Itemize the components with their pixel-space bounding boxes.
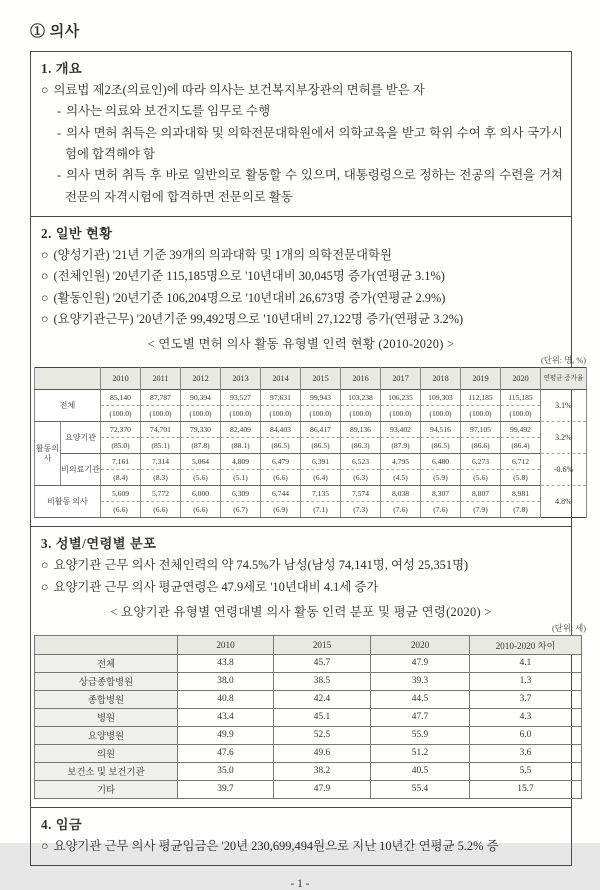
table2-value-cell: 49.9 <box>178 726 274 744</box>
table1-pct-cell: (5.6) <box>461 470 501 486</box>
table-row <box>35 780 582 798</box>
table2-value-cell: 43.4 <box>178 708 274 726</box>
table2-body <box>35 654 582 798</box>
table2-value-cell: 47.7 <box>371 708 470 726</box>
bullet-line <box>39 101 563 122</box>
page-title: ① 의사 <box>30 24 80 40</box>
table-row <box>35 762 582 780</box>
table1-pct-cell: (88.1) <box>221 438 261 454</box>
bullet-text: (양성기관) '21년 기준 39개의 의과대학 및 1개의 의학전문대학원 <box>53 247 392 262</box>
table1-pct-cell: (100.0) <box>301 406 341 422</box>
table1-value-cell: 99,943 <box>301 390 341 406</box>
table1-value-cell: 6,000 <box>181 486 221 502</box>
table1-value-cell: 90,394 <box>181 390 221 406</box>
table1-value-cell: 79,330 <box>181 422 221 438</box>
table2-row-label: 의원 <box>35 744 178 762</box>
table1-value-cell: 82,409 <box>221 422 261 438</box>
table1-value-cell: 115,185 <box>501 390 541 406</box>
yearly-license-doctor-table <box>34 367 587 518</box>
table2-corner-cell <box>35 635 178 654</box>
table1-unit-label: (단위: 명, %) <box>540 356 586 366</box>
table1-pct-cell: (5.9) <box>421 470 461 486</box>
table2-value-cell: 15.7 <box>470 780 582 798</box>
table1-pct-cell: (4.5) <box>381 470 421 486</box>
table1-year-header: 2016 <box>341 368 381 390</box>
table1-pct-cell: (100.0) <box>341 406 381 422</box>
section-general-body <box>39 245 563 330</box>
table1-pct-cell: (100.0) <box>221 406 261 422</box>
table2-unit-label: (단위: 세) <box>552 623 586 633</box>
table1-value-cell: 7,135 <box>301 486 341 502</box>
table2-row-label: 전체 <box>35 654 178 672</box>
age-by-institution-table <box>34 635 582 799</box>
page-number: - 1 - <box>290 878 310 890</box>
table2-row-label: 종합병원 <box>35 690 178 708</box>
table1-value-cell: 6,712 <box>501 454 541 470</box>
table-row <box>35 744 582 762</box>
table1-pct-cell: (7.6) <box>421 502 461 518</box>
table2-value-cell: 55.9 <box>371 726 470 744</box>
table-row <box>35 726 582 744</box>
table2-value-cell: 45.1 <box>274 708 371 726</box>
table1-value-cell: 112,185 <box>461 390 501 406</box>
dash-bullet: - <box>57 125 62 140</box>
section-general-status <box>31 216 586 526</box>
table1-value-cell: 8,807 <box>461 486 501 502</box>
section-gender-age <box>31 526 586 807</box>
table2-value-cell: 1.3 <box>470 672 582 690</box>
table1-growth-cell: 4.8% <box>541 486 587 518</box>
table1-pct-cell: (6.4) <box>301 470 341 486</box>
table1-value-cell: 106,235 <box>381 390 421 406</box>
table2-column-header: 2010 <box>178 635 274 654</box>
table1-pct-cell: (6.3) <box>341 470 381 486</box>
bullet-text: (요양기관근무) '20년기준 99,492명으로 '10년대비 27,122명 증가(연평균 3.2%) <box>53 311 464 326</box>
table1-pct-cell: (86.4) <box>501 438 541 454</box>
table2-value-cell: 40.8 <box>178 690 274 708</box>
table1-value-cell: 5,772 <box>141 486 181 502</box>
table2-value-cell: 55.4 <box>371 780 470 798</box>
table1-row-label: 비의료기관 <box>61 454 101 486</box>
table2-value-cell: 40.5 <box>371 762 470 780</box>
table1-value-cell: 8,981 <box>501 486 541 502</box>
section-wages-body <box>39 836 563 857</box>
table2-value-cell: 47.6 <box>178 744 274 762</box>
table1-value-cell: 74,701 <box>141 422 181 438</box>
table1-pct-cell: (7.3) <box>341 502 381 518</box>
table1-pct-cell: (100.0) <box>141 406 181 422</box>
table1-growth-cell: 3.1% <box>541 390 587 422</box>
table1-pct-cell: (86.5) <box>421 438 461 454</box>
table1-pct-cell: (7.8) <box>501 502 541 518</box>
section-wages <box>31 807 571 865</box>
bullet-line <box>39 836 563 857</box>
table1-pct-cell: (100.0) <box>261 406 301 422</box>
content-box <box>30 51 586 866</box>
bullet-line <box>39 165 563 208</box>
table1-pct-cell: (6.6) <box>181 502 221 518</box>
table1-value-cell: 94,516 <box>421 422 461 438</box>
table1-growth-cell: 3.2% <box>541 422 587 454</box>
table1-value-cell: 72,370 <box>101 422 141 438</box>
table1-year-header: 2014 <box>261 368 301 390</box>
table1-row-label: 전체 <box>35 390 101 422</box>
table1-value-cell: 7,314 <box>141 454 181 470</box>
table1-growth-header: 연평균 증가율 <box>541 368 587 390</box>
table1-value-cell: 86,417 <box>301 422 341 438</box>
table1-pct-cell: (7.1) <box>301 502 341 518</box>
bullet-text: 의료법 제2조(의료인)에 따라 의사는 보건복지부장관의 면허를 받은 자 <box>53 83 425 97</box>
table1-value-cell: 6,523 <box>341 454 381 470</box>
circle-bullet: ○ <box>41 558 49 573</box>
table1-value-cell: 7,574 <box>341 486 381 502</box>
table1-pct-cell: (6.9) <box>261 502 301 518</box>
table1-group-label: 활동의사 <box>35 422 61 486</box>
table1-value-cell: 99,492 <box>501 422 541 438</box>
table2-value-cell: 44.5 <box>371 690 470 708</box>
table1-value-cell: 5,609 <box>101 486 141 502</box>
bullet-text: 의사는 의료와 보건지도를 임무로 수행 <box>66 104 271 119</box>
table2-value-cell: 51.2 <box>371 744 470 762</box>
table2-column-header: 2010-2020 차이 <box>470 635 582 654</box>
table1-corner-cell <box>35 368 101 390</box>
table2-row-label: 요양병원 <box>35 726 178 744</box>
table1-value-cell: 97,631 <box>261 390 301 406</box>
table1-pct-cell: (5.8) <box>501 470 541 486</box>
table2-row-label: 기타 <box>35 780 178 798</box>
table-row <box>35 708 582 726</box>
table2-value-cell: 49.6 <box>274 744 371 762</box>
bullet-line <box>39 555 563 576</box>
table2-column-header: 2020 <box>371 635 470 654</box>
bullet-text: 요양기관 근무 의사 전체인력의 약 74.5%가 남성(남성 74,141명, 여성 25,351명) <box>53 558 469 573</box>
table1-value-cell: 87,787 <box>141 390 181 406</box>
table2-row-label: 보건소 및 보건기관 <box>35 762 178 780</box>
table2-value-cell: 35.0 <box>178 762 274 780</box>
table1-pct-cell: (85.0) <box>101 438 141 454</box>
bullet-line <box>39 577 563 598</box>
bullet-text: 의사 면허 취득 후 바로 일반의로 활동할 수 있으며, 대통령령으로 정하는 전공의 수련을 거쳐 전문의 자격시험에 합격하면 전문의로 활동 <box>65 168 563 204</box>
table2-value-cell: 3.7 <box>470 690 582 708</box>
table1-value-cell: 89,136 <box>341 422 381 438</box>
table1-caption: < 연도별 면허 의사 활동 유형별 인력 현황 (2010-2020) > <box>147 337 455 352</box>
table2-value-cell: 47.9 <box>274 780 371 798</box>
table1-year-header: 2011 <box>141 368 181 390</box>
bullet-line <box>39 309 563 330</box>
table1-value-cell: 103,238 <box>341 390 381 406</box>
table2-row-label: 병원 <box>35 708 178 726</box>
table1-pct-cell: (6.6) <box>101 502 141 518</box>
table2-caption: < 요양기관 유형별 연령대별 의사 활동 인력 분포 및 평균 연령(2020) > <box>110 604 492 619</box>
table2-value-cell: 43.8 <box>178 654 274 672</box>
table1-value-cell: 6,273 <box>461 454 501 470</box>
table2-value-cell: 3.6 <box>470 744 582 762</box>
table1-pct-cell: (100.0) <box>421 406 461 422</box>
table1-value-cell: 84,403 <box>261 422 301 438</box>
table2-head <box>35 635 582 654</box>
table2-value-cell: 5.5 <box>470 762 582 780</box>
table1-body <box>35 390 587 518</box>
bullet-text: 요양기관 근무 의사 평균연령은 47.9세로 '10년대비 4.1세 증가 <box>53 579 379 594</box>
section-overview-body <box>39 80 563 208</box>
table1-value-cell: 109,303 <box>421 390 461 406</box>
table1-pct-cell: (87.9) <box>381 438 421 454</box>
table2-value-cell: 52.5 <box>274 726 371 744</box>
table1-pct-cell: (87.8) <box>181 438 221 454</box>
table1-pct-cell: (5.1) <box>221 470 261 486</box>
table2-value-cell: 42.4 <box>274 690 371 708</box>
section-gender-age-heading: 3. 성별/연령별 분포 <box>41 536 157 552</box>
section-general-heading: 2. 일반 현황 <box>41 225 113 241</box>
table1-pct-cell: (6.6) <box>141 502 181 518</box>
table1-pct-cell: (100.0) <box>501 406 541 422</box>
table1-value-cell: 93,402 <box>381 422 421 438</box>
table1-value-cell: 4,795 <box>381 454 421 470</box>
table2-value-cell: 38.5 <box>274 672 371 690</box>
bullet-text: (전체인원) '20년기준 115,185명으로 '10년대비 30,045명 증가(연평균 3.1%) <box>53 269 445 284</box>
table1-year-header: 2020 <box>501 368 541 390</box>
table1-pct-cell: (8.4) <box>101 470 141 486</box>
table2-value-cell: 4.1 <box>470 654 582 672</box>
table1-value-cell: 4,809 <box>221 454 261 470</box>
bullet-text: 의사 면허 취득은 의과대학 및 의학전문대학원에서 의학교육을 받고 학위 수여 후 의사 국가시험에 합격해야 함 <box>65 125 563 161</box>
table1-year-header: 2012 <box>181 368 221 390</box>
table1-pct-cell: (5.6) <box>181 470 221 486</box>
dash-bullet: - <box>57 168 62 183</box>
table2-value-cell: 39.7 <box>178 780 274 798</box>
table1-pct-cell: (86.6) <box>461 438 501 454</box>
table1-value-cell: 7,161 <box>101 454 141 470</box>
bullet-line <box>39 80 563 101</box>
table1-year-header: 2018 <box>421 368 461 390</box>
table1-pct-cell: (7.9) <box>461 502 501 518</box>
circle-bullet: ○ <box>41 290 49 305</box>
table1-growth-cell: -0.6% <box>541 454 587 486</box>
table1-row-label: 비활동 의사 <box>35 486 101 518</box>
table1-pct-cell: (6.6) <box>261 470 301 486</box>
table1-year-header: 2013 <box>221 368 261 390</box>
section-overview-heading: 1. 개요 <box>41 61 83 76</box>
table1-pct-cell: (100.0) <box>181 406 221 422</box>
bullet-line <box>39 245 563 266</box>
table1-pct-cell: (85.1) <box>141 438 181 454</box>
table1-row-label: 요양기관 <box>61 422 101 454</box>
table2-value-cell: 4.3 <box>470 708 582 726</box>
table1-value-cell: 8,307 <box>421 486 461 502</box>
table1-value-cell: 93,527 <box>221 390 261 406</box>
section-overview <box>31 52 571 216</box>
circle-bullet: ○ <box>41 838 49 853</box>
table2-value-cell: 38.0 <box>178 672 274 690</box>
table1-pct-cell: (100.0) <box>461 406 501 422</box>
table1-head <box>35 368 587 390</box>
table1-year-header: 2010 <box>101 368 141 390</box>
table-row <box>35 672 582 690</box>
table1-pct-cell: (100.0) <box>381 406 421 422</box>
table-row <box>35 690 582 708</box>
table1-value-cell: 6,480 <box>421 454 461 470</box>
section-wages-heading: 4. 임금 <box>41 816 83 832</box>
table1-pct-cell: (7.6) <box>381 502 421 518</box>
table2-value-cell: 38.2 <box>274 762 371 780</box>
table1-pct-cell: (86.5) <box>261 438 301 454</box>
table1-value-cell: 6,309 <box>221 486 261 502</box>
table1-value-cell: 6,744 <box>261 486 301 502</box>
bullet-line <box>39 123 563 166</box>
table2-value-cell: 45.7 <box>274 654 371 672</box>
table-row <box>35 654 582 672</box>
table2-value-cell: 6.0 <box>470 726 582 744</box>
table1-value-cell: 97,105 <box>461 422 501 438</box>
table1-year-header: 2019 <box>461 368 501 390</box>
circle-bullet: ○ <box>41 247 49 262</box>
bullet-line <box>39 266 563 287</box>
bullet-line <box>39 288 563 309</box>
circle-bullet: ○ <box>41 579 49 594</box>
table1-value-cell: 8,038 <box>381 486 421 502</box>
table1-year-header: 2017 <box>381 368 421 390</box>
bullet-text: (활동인원) '20년기준 106,204명으로 '10년대비 26,673명 증가(연평균 2.9%) <box>53 290 446 305</box>
table2-column-header: 2015 <box>274 635 371 654</box>
section-gender-age-body <box>39 555 563 598</box>
bullet-text: 요양기관 근무 의사 평균임금은 '20년 230,699,494원으로 지난 10년간 연평균 5.2% 증 <box>53 838 499 853</box>
table1-pct-cell: (86.3) <box>341 438 381 454</box>
circle-bullet: ○ <box>41 311 49 326</box>
circle-bullet: ○ <box>41 83 49 97</box>
circle-bullet: ○ <box>41 269 49 284</box>
table1-pct-cell: (86.5) <box>301 438 341 454</box>
table1-pct-cell: (100.0) <box>101 406 141 422</box>
table1-value-cell: 6,479 <box>261 454 301 470</box>
table1-pct-cell: (8.3) <box>141 470 181 486</box>
table1-value-cell: 5,064 <box>181 454 221 470</box>
table2-value-cell: 39.3 <box>371 672 470 690</box>
table1-year-header: 2015 <box>301 368 341 390</box>
dash-bullet: - <box>57 104 62 119</box>
table2-value-cell: 47.9 <box>371 654 470 672</box>
table1-value-cell: 6,391 <box>301 454 341 470</box>
table2-row-label: 상급종합병원 <box>35 672 178 690</box>
table1-value-cell: 85,140 <box>101 390 141 406</box>
table1-pct-cell: (6.7) <box>221 502 261 518</box>
